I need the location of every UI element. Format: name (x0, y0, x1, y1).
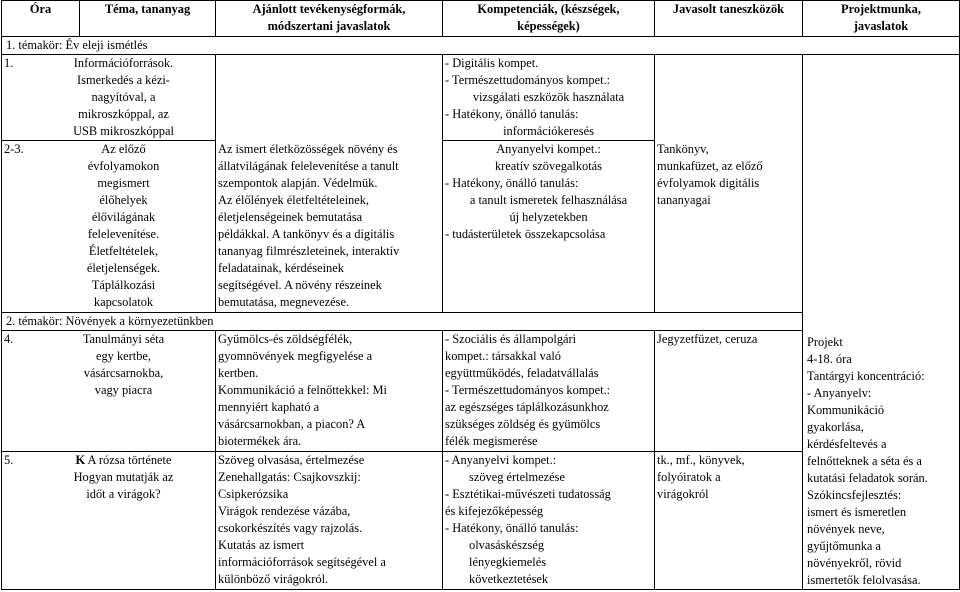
row2-tan-line: tananyagai (657, 192, 711, 207)
header-ajanlott-line: Ajánlott tevékenységformák, (252, 2, 406, 16)
row4-komp-line: - Szociális és állampolgári (445, 332, 577, 346)
row1-ora: 1. (4, 56, 14, 70)
row1-taneszkozok (655, 55, 803, 141)
row1-komp-line: - Digitális kompet. (445, 56, 539, 70)
row1-komp-line: információkeresés (503, 124, 594, 138)
header-tema: Téma, tananyag (80, 1, 216, 37)
row2-komp-line: a tanult ismeretek felhasználása (469, 193, 628, 207)
row4-ajanlott (216, 331, 443, 452)
row5-ajanlott (216, 452, 443, 590)
projekt-line: növényekről, rövid (807, 556, 902, 570)
row4-ajanlott-line: Kommunikáció a felnőttekkel: Mi (218, 383, 387, 397)
row4-ajanlott-line: mennyiért kapható a (218, 400, 320, 414)
row1-ora-tema (2, 55, 216, 141)
row4-ora: 4. (4, 332, 14, 346)
projekt-line: kutatási feladatok során. (807, 471, 928, 485)
row2-kompetenciak (443, 141, 655, 313)
row5-tema-bold: K (75, 453, 86, 467)
row5-tema-line (34, 452, 213, 469)
row4-komp-line: szükséges zöldség és gyümölcs (445, 417, 601, 431)
row5-tan-line: virágokról (657, 487, 709, 501)
row2-ajanlott-line: állatvilágának felelevenítése a tanult (218, 158, 399, 173)
row4-taneszkozok (655, 331, 803, 452)
row2-ajanlott-line: segítségével. A növény részeinek (218, 277, 382, 292)
row2-ajanlott-line: Az ismert életközösségek növény és (218, 141, 398, 156)
projekt-line: ismertetők felolvasása. (807, 573, 921, 587)
row4-komp-line: félék megismerése (445, 434, 538, 448)
row2-komp-line: - Hatékony, önálló tanulás: (445, 176, 579, 190)
row2-tema-line: életjelenségek. (86, 261, 161, 275)
row2-tema-line: Táplálkozási (91, 278, 156, 292)
row5-tan-line: folyóiratok a (657, 470, 721, 484)
row2-komp-line: - tudásterületek összekapcsolása (445, 227, 606, 241)
row1-komp-line: - Hatékony, önálló tanulás: (445, 107, 579, 121)
header-ora: Óra (2, 1, 80, 37)
row5-komp-line: olvasáskészség (469, 538, 545, 552)
row5-komp-line: - Hatékony, önálló tanulás: (445, 521, 579, 535)
row5-komp-line: szöveg értelmezése (469, 470, 565, 484)
row2-ora: 2-3. (4, 142, 24, 156)
header-row (2, 1, 960, 37)
row2-tema-line: élővilágának (91, 210, 156, 224)
header-projekt (803, 1, 960, 37)
row4-tema (34, 331, 213, 399)
projekt-line: gyűjtőmunka a (807, 539, 881, 553)
row2-tema-line: megismert (97, 176, 150, 190)
projekt-line: Kommunikáció (807, 403, 885, 417)
projekt-cell (803, 313, 960, 590)
row5-ora: 5. (4, 453, 14, 467)
row1-tema (34, 55, 213, 140)
row2-taneszkozok (655, 141, 803, 313)
row5-ajanlott-line: csokorkészítés vagy rajzolás. (218, 521, 363, 535)
projekt-line: növények neve, (807, 522, 885, 536)
projekt-line: ismert és ismeretlen (807, 505, 907, 519)
row2-ajanlott-line: példákkal. A tankönyv és a digitális (218, 226, 395, 241)
row4-ajanlott-line: biotermékek ára. (218, 434, 302, 448)
header-ajanlott-line: módszertani javaslatok (267, 19, 391, 33)
row2-tema-line: kapcsolatok (93, 295, 154, 309)
row2-tan-line: Tankönyv, (657, 141, 709, 156)
row5-ajanlott-line: Zenehallgatás: Csajkovszkij: (218, 470, 361, 484)
header-kompetenciak (443, 1, 655, 37)
row4-komp-line: együttműködés, feladatvállalás (445, 366, 599, 380)
row2-ajanlott-line: tananyag filmrészleteinek, interaktív (218, 243, 400, 258)
header-kompetenciak-line: képességek) (517, 19, 580, 33)
row2-ajanlott-line: Az élőlények életfeltételeinek, (218, 192, 370, 207)
header-projekt-line: javaslatok (853, 19, 909, 33)
row4-tema-line: Tanulmányi séta (82, 332, 165, 346)
row5-kompetenciak (443, 452, 655, 590)
row2-tema-line: évfolyamokon (87, 159, 160, 173)
row4-tema-line: vásárcsarnokba, (83, 366, 164, 380)
row1-kompetenciak (443, 55, 655, 141)
row2-tema-line: Az előző (101, 142, 146, 156)
row1-tema-line: Ismerkedés a kézi- (77, 73, 170, 87)
row4-tema-line: egy kertbe, (95, 349, 152, 363)
header-projekt-line: Projektmunka, (841, 2, 921, 16)
projekt-line: Tantárgyi koncentráció: (807, 369, 925, 383)
row1-tema-line: mikroszkóppal, az (78, 107, 169, 121)
table-row-1 (2, 55, 960, 141)
section-title-1: 1. témakör: Év eleji ismétlés (2, 37, 960, 55)
row2-tema-line: felelevenítése. (87, 227, 160, 241)
header-taneszkozok: Javasolt taneszközök (655, 1, 803, 37)
row2-tan-line: évfolyamok digitális (657, 175, 760, 190)
row5-ajanlott-line: különböző virágokról. (218, 572, 329, 586)
row4-ajanlott-line: vásárcsarnokban, a piacon? A (218, 417, 366, 431)
row5-tan-line: tk., mf., könyvek, (657, 453, 745, 467)
row5-ora-tema (2, 452, 216, 590)
row2-ajanlott-line: szempontok alapján. Védelmük. (218, 175, 378, 190)
table-row-2 (2, 141, 960, 313)
row4-kompetenciak (443, 331, 655, 452)
row2-tema-line: élőhelyek (99, 193, 148, 207)
row2-ora-tema (2, 141, 216, 313)
row5-tema-text: A rózsa története (85, 453, 172, 467)
row5-komp-line: és kifejezőképesség (445, 504, 544, 518)
row5-komp-line: - Esztétikai-művészeti tudatosság (445, 487, 611, 501)
row1-komp-line: - Természettudományos kompet.: (445, 73, 611, 87)
row2-tema-line: Életfeltételek, (88, 244, 159, 258)
row5-ajanlott-line: Csipkerózsika (218, 487, 289, 501)
row5-taneszkozok (655, 452, 803, 590)
row2-ajanlott-line: bemutatása, megnevezése. (218, 294, 350, 309)
row4-ajanlott-line: gyomnövények megfigyelése a (218, 349, 373, 363)
header-ajanlott (216, 1, 443, 37)
row5-ajanlott-line: Kutatás az ismert (218, 538, 305, 552)
row5-ajanlott-line: Virágok rendezése vázába, (218, 504, 351, 518)
row5-komp-line: - Anyanyelvi kompet.: (445, 453, 557, 467)
row5-tema-line: Hogyan mutatják az (73, 470, 174, 484)
row1-tema-line: Információforrások. (73, 56, 174, 70)
row2-projekt (803, 141, 960, 313)
row2-komp-line: új helyzetekben (509, 210, 588, 224)
row5-tema-line: időt a virágok? (86, 487, 161, 501)
row2-tema (34, 141, 213, 311)
row2-ajanlott-line: feladatainak, kérdéseinek (218, 260, 344, 275)
projekt-line: gyakorlása, (807, 420, 864, 434)
row2-ajanlott-line: életjelenségeinek bemutatása (218, 209, 363, 224)
projekt-line: Projekt (807, 335, 843, 349)
row1-projekt (803, 55, 960, 141)
row1-tema-line: nagyítóval, a (91, 90, 156, 104)
section-row-2 (2, 313, 960, 331)
section-row-1 (2, 37, 960, 55)
curriculum-table (1, 0, 960, 590)
row5-tema (34, 452, 213, 503)
row5-komp-line: lényegkiemelés (469, 555, 547, 569)
row2-ajanlott (216, 141, 443, 313)
row1-ajanlott (216, 55, 443, 141)
header-kompetenciak-line: Kompetenciák, (készségek, (477, 2, 620, 16)
projekt-line: - Anyanyelv: (807, 386, 872, 400)
projekt-line: kérdésfeltevés a (807, 437, 887, 451)
projekt-line: Szókincsfejlesztés: (807, 488, 902, 502)
row2-tan-line: munkafüzet, az előző (657, 158, 763, 173)
row4-tan-line: Jegyzetfüzet, ceruza (657, 332, 758, 346)
row4-ajanlott-line: kertben. (218, 366, 259, 380)
row4-komp-line: - Természettudományos kompet.: (445, 383, 611, 397)
row5-komp-line: következtetések (469, 572, 549, 586)
row4-ora-tema (2, 331, 216, 452)
row4-komp-line: az egészséges táplálkozásunkhoz (445, 400, 609, 414)
projekt-line: felnőtteknek a séta és a (807, 454, 922, 468)
row2-komp-line: kreatív szövegalkotás (494, 159, 602, 173)
row4-komp-line: kompet.: társakkal való (445, 349, 561, 363)
row1-tema-line: USB mikroszkóppal (73, 124, 174, 138)
row1-komp-line: vizsgálati eszközök használata (472, 90, 625, 104)
row2-komp-line: Anyanyelvi kompet.: (496, 142, 601, 156)
row4-tema-line: vagy piacra (94, 383, 153, 397)
row5-ajanlott-line: Szöveg olvasása, értelmezése (218, 453, 365, 467)
section-title-2: 2. témakör: Növények a környezetünkben (2, 313, 803, 331)
row4-ajanlott-line: Gyümölcs-és zöldségfélék, (218, 332, 353, 346)
row5-ajanlott-line: információforrások segítségével a (218, 555, 386, 569)
projekt-line: 4-18. óra (807, 352, 852, 366)
